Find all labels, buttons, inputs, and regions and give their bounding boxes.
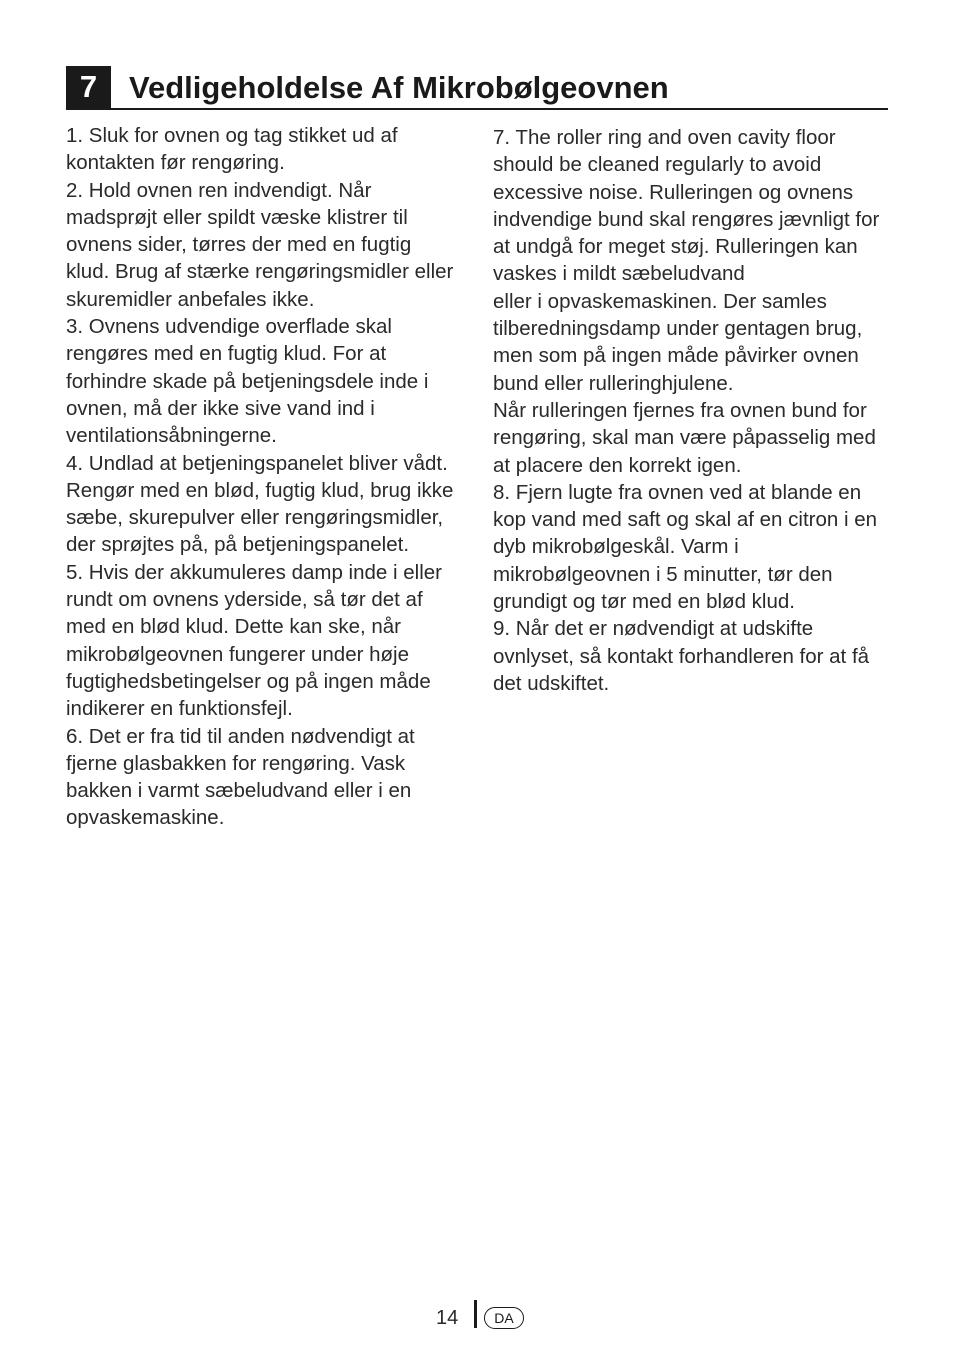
section-number-badge: 7 — [66, 66, 111, 108]
instruction-8: 8. Fjern lugte fra ovnen ved at blande en kop vand med saft og skal af en citron i en dyb mikrobølgeskål. Varm i mikrobølgeovnen i 5 minutter, tør den grundigt og tør med en blød klud. — [493, 480, 878, 614]
instruction-7-note: Når rulleringen fjernes fra ovnen bund for rengøring, skal man være påpasselig med at placere den korrekt igen. — [493, 398, 876, 477]
language-badge: DA — [484, 1307, 524, 1329]
section-header — [66, 66, 888, 110]
right-column — [493, 124, 888, 697]
footer-divider — [474, 1300, 477, 1328]
page-footer — [0, 1300, 954, 1336]
instruction-3: 3. Ovnens udvendige overflade skal rengøres med en fugtig klud. For at forhindre skade på betjeningsdele inde i ovnen, må der ikke sive vand ind i ventilationsåbningerne. — [66, 315, 429, 448]
instruction-7-continued: eller i opvaskemaskinen. Der samles tilberedningsdamp under gentagen brug, men som på ingen måde påvirker ovnen bund eller rulleringhjulene. — [493, 289, 863, 395]
instruction-2: 2. Hold ovnen ren indvendigt. Når madsprøjt eller spildt væske klistrer til ovnens sider, tørres der med en fugtig klud. Brug af stærke rengøringsmidler eller skuremidler anbefales ikke. — [66, 178, 454, 311]
instruction-1: 1. Sluk for ovnen og tag stikket ud af kontakten før rengøring. — [66, 124, 398, 175]
instruction-4: 4. Undlad at betjeningspanelet bliver vådt. Rengør med en blød, fugtig klud, brug ikke sæbe, skurepulver eller rengøringsmidler, der sprøjtes på, på betjeningspanelet. — [66, 451, 454, 557]
instruction-7: 7. The roller ring and oven cavity floor should be cleaned regularly to avoid excessive noise. Rulleringen og ovnens indvendige bund skal rengøres jævnligt for at undgå for meget støj. Rulleringen kan vaskes i mildt sæbeludvand — [493, 126, 880, 286]
left-column — [66, 122, 458, 832]
instruction-9: 9. Når det er nødvendigt at udskifte ovnlyset, så kontakt forhandleren for at få det udskiftet. — [493, 617, 870, 695]
instruction-5: 5. Hvis der akkumuleres damp inde i eller rundt om ovnens yderside, så tør det af med en blød klud. Dette kan ske, når mikrobølgeovnen fungerer under høje fugtighedsbetingelser og på ingen måde indikerer en funktionsfejl. — [66, 560, 442, 721]
instruction-6: 6. Det er fra tid til anden nødvendigt at fjerne glasbakken for rengøring. Vask bakken i varmt sæbeludvand eller i en opvaskemaskine. — [66, 724, 415, 830]
page-number: 14 — [436, 1307, 459, 1329]
section-title: Vedligeholdelse Af Mikrobølgeovnen — [129, 70, 669, 105]
